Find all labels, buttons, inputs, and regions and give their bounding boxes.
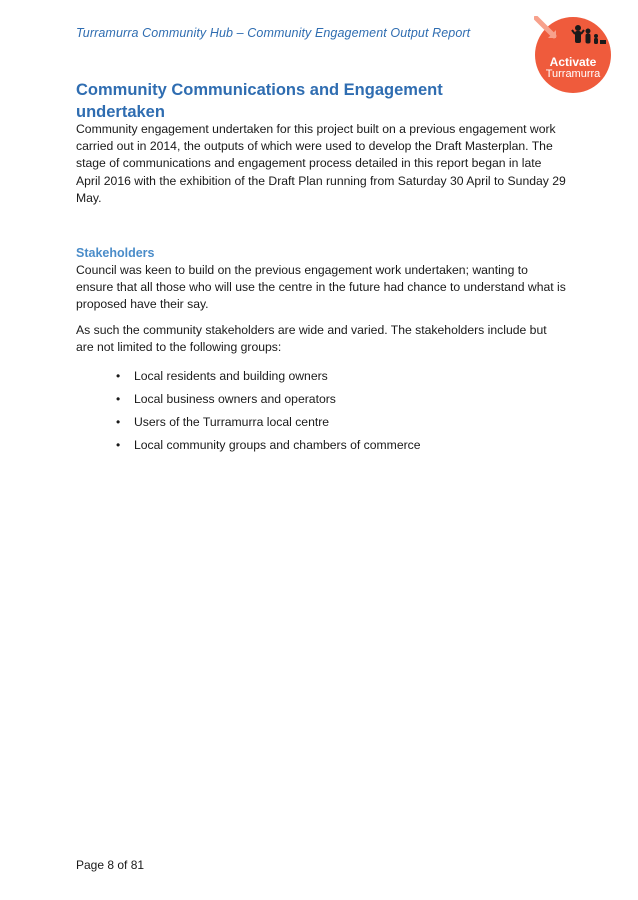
- report-header-title: Turramurra Community Hub – Community Engagement Output Report: [76, 26, 471, 40]
- list-item: [76, 437, 556, 460]
- list-item: [76, 368, 556, 391]
- stakeholder-groups-list: [76, 368, 556, 460]
- intro-paragraph: Community engagement undertaken for this project built on a previous engagement work carried out in 2014, the outputs of which were used to develop the Draft Masterplan. The stage of communications and engagement process detailed in this report began in late April 2016 with the exhibition of the Draft Plan running from Saturday 30 April to Sunday 29 May.: [76, 122, 566, 205]
- bullet-icon: •: [116, 369, 121, 383]
- logo-text-activate: Activate: [549, 55, 597, 69]
- section-heading: Community Communications and Engagement undertaken: [76, 81, 443, 121]
- list-item: [76, 391, 556, 414]
- list-item-text: Local business owners and operators: [134, 392, 336, 406]
- stakeholders-paragraph-2: As such the community stakeholders are wide and varied. The stakeholders include but are not limited to the following groups:: [76, 323, 547, 355]
- activate-turramurra-logo: [534, 16, 612, 94]
- stakeholders-heading: Stakeholders: [76, 246, 155, 260]
- list-item: [76, 414, 556, 437]
- list-item-text: Users of the Turramurra local centre: [134, 415, 330, 429]
- bullet-icon: •: [116, 415, 121, 429]
- bullet-icon: •: [116, 392, 121, 406]
- bullet-icon: •: [116, 438, 121, 452]
- page-number: Page 8 of 81: [76, 858, 145, 872]
- list-item-text: Local residents and building owners: [134, 369, 328, 383]
- stakeholders-paragraph-1: Council was keen to build on the previous engagement work undertaken; wanting to ensure that all those who will use the centre in the future had chance to understand what is proposed have their say.: [76, 263, 566, 312]
- list-item-text: Local community groups and chambers of commerce: [134, 438, 421, 452]
- logo-text-turramurra: Turramurra: [545, 68, 601, 80]
